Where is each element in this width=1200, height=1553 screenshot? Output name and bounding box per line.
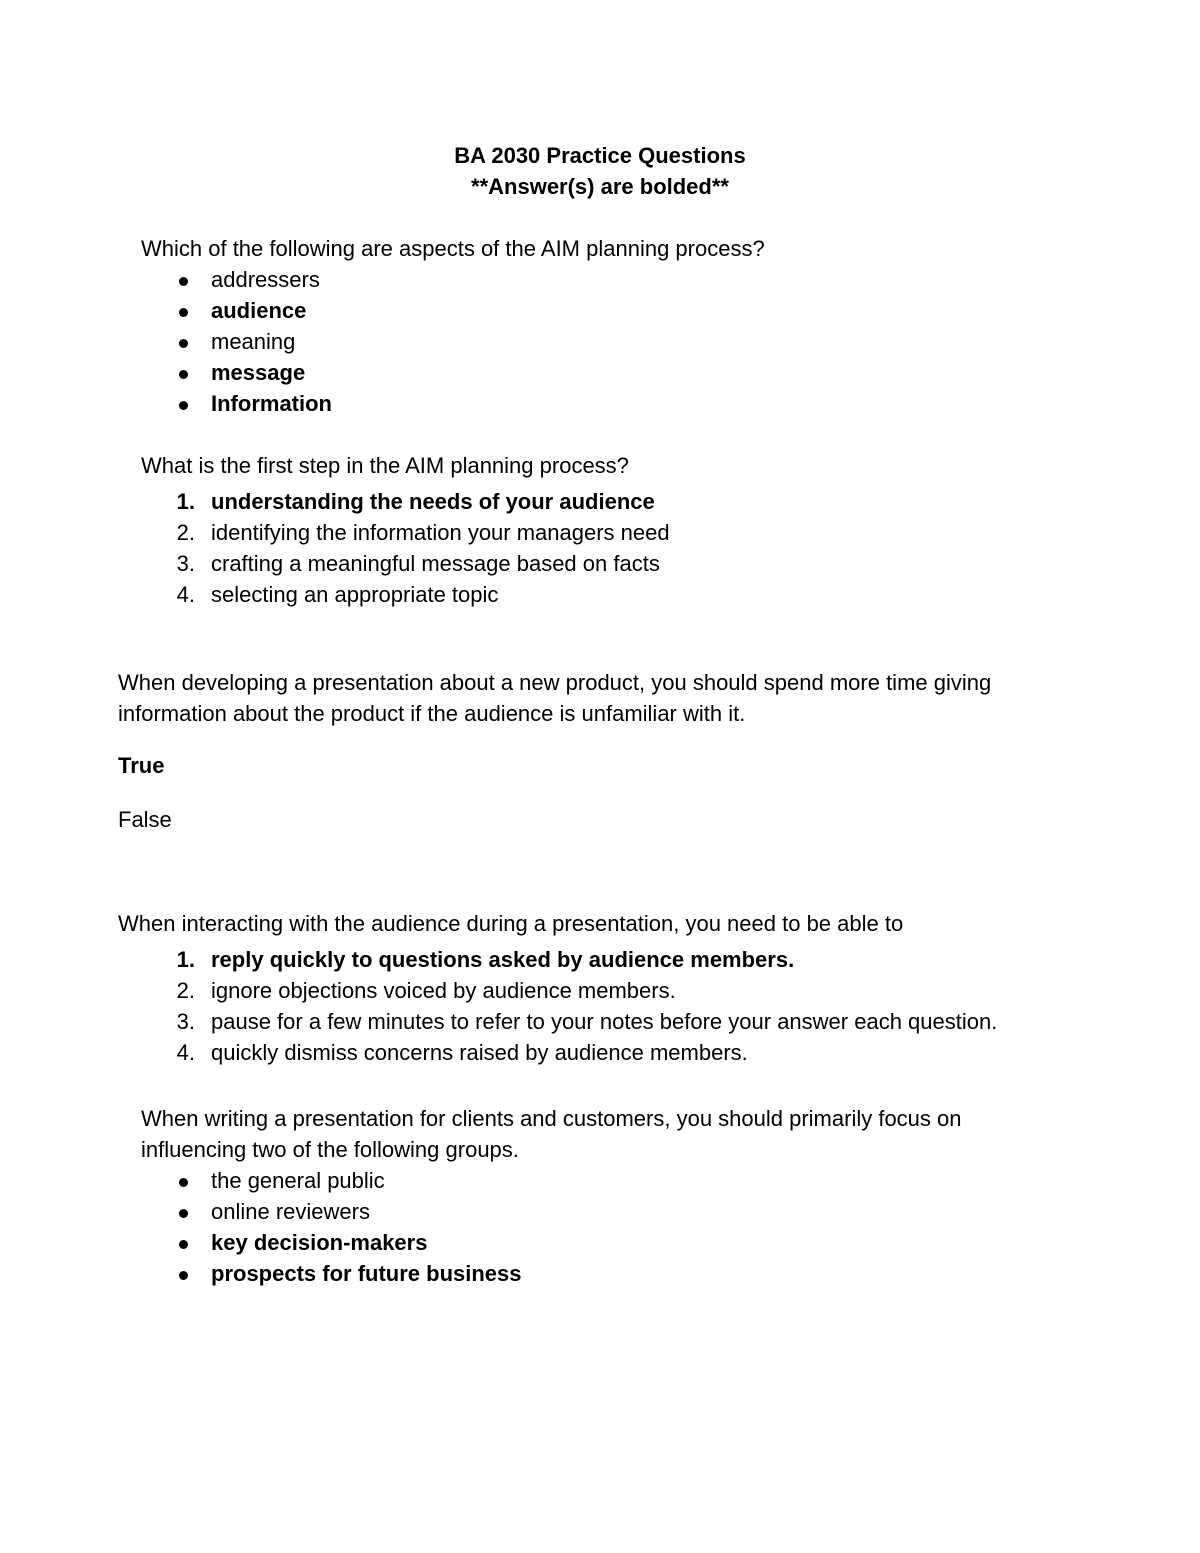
- q2-option-2-number: 2.: [176, 520, 195, 545]
- q2-option-2: identifying the information your managers need: [211, 520, 670, 545]
- question-1-text: Which of the following are aspects of the AIM planning process?: [141, 236, 765, 261]
- q2-option-3: crafting a meaningful message based on facts: [211, 551, 660, 576]
- bullet-icon: [179, 401, 188, 410]
- q5-option-3: key decision-makers: [211, 1230, 428, 1255]
- question-2-text: What is the first step in the AIM planning process?: [141, 453, 629, 478]
- document-subtitle: **Answer(s) are bolded**: [471, 174, 729, 199]
- q4-option-1-number: 1.: [176, 947, 195, 972]
- bullet-icon: [179, 308, 188, 317]
- q1-option-3: meaning: [211, 329, 296, 354]
- q1-option-5: Information: [211, 391, 332, 416]
- q1-option-1: addressers: [211, 267, 320, 292]
- q4-option-2: ignore objections voiced by audience members.: [211, 978, 676, 1003]
- bullet-icon: [179, 277, 188, 286]
- question-4-text: When interacting with the audience during a presentation, you need to be able to: [118, 911, 904, 936]
- q2-option-1-number: 1.: [176, 489, 195, 514]
- bullet-icon: [179, 339, 188, 348]
- bullet-icon: [179, 1271, 188, 1280]
- q2-option-3-number: 3.: [176, 551, 195, 576]
- q4-option-3-number: 3.: [176, 1009, 195, 1034]
- q4-option-2-number: 2.: [176, 978, 195, 1003]
- q3-answer-false: False: [118, 807, 172, 832]
- q2-option-1: understanding the needs of your audience: [211, 489, 655, 514]
- q1-option-2: audience: [211, 298, 307, 323]
- q4-option-4-number: 4.: [176, 1040, 195, 1065]
- q4-option-1: reply quickly to questions asked by audience members.: [211, 947, 795, 972]
- question-3-text-line-1: When developing a presentation about a new product, you should spend more time giving: [118, 670, 992, 695]
- question-5-text-line-2: influencing two of the following groups.: [141, 1137, 519, 1162]
- bullet-icon: [179, 1178, 188, 1187]
- q2-option-4-number: 4.: [176, 582, 195, 607]
- q4-option-3: pause for a few minutes to refer to your notes before your answer each question.: [211, 1009, 998, 1034]
- q4-option-4: quickly dismiss concerns raised by audience members.: [211, 1040, 748, 1065]
- q5-option-2: online reviewers: [211, 1199, 370, 1224]
- bullet-icon: [179, 1240, 188, 1249]
- question-3-text-line-2: information about the product if the audience is unfamiliar with it.: [118, 701, 746, 726]
- q1-option-4: message: [211, 360, 306, 385]
- q2-option-4: selecting an appropriate topic: [211, 582, 499, 607]
- q5-option-4: prospects for future business: [211, 1261, 522, 1286]
- q5-option-1: the general public: [211, 1168, 385, 1193]
- bullet-icon: [179, 1209, 188, 1218]
- q3-answer-true: True: [118, 753, 165, 778]
- bullet-icon: [179, 370, 188, 379]
- document-title: BA 2030 Practice Questions: [454, 143, 746, 168]
- question-5-text-line-1: When writing a presentation for clients and customers, you should primarily focus on: [141, 1106, 962, 1131]
